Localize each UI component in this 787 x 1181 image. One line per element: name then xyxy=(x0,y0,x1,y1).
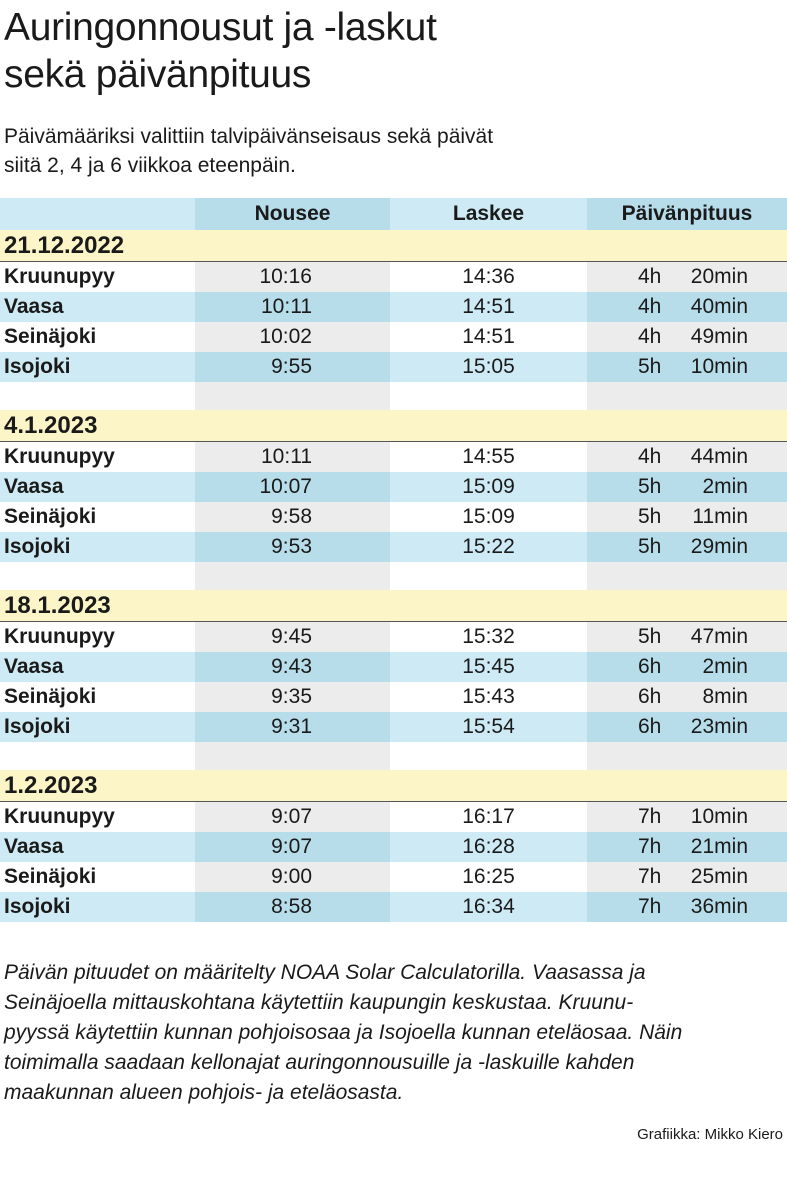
day-length-minutes: 25min xyxy=(690,865,748,888)
sunset-time: 15:43 xyxy=(390,682,587,712)
table-row xyxy=(0,682,787,712)
date-cell-empty xyxy=(195,590,390,622)
sunrise-time: 9:55 xyxy=(195,352,390,382)
place-name: Kruunupyy xyxy=(0,622,195,653)
table-row xyxy=(0,712,787,742)
day-length xyxy=(587,502,787,532)
date-cell-empty xyxy=(390,410,587,442)
date-label: 4.1.2023 xyxy=(0,410,195,442)
day-length-hours: 7h xyxy=(638,865,662,888)
sunrise-time: 9:31 xyxy=(195,712,390,742)
day-length xyxy=(587,802,787,833)
title-line: Auringonnousut ja -laskut xyxy=(4,6,437,49)
table-row xyxy=(0,532,787,562)
day-length-hours: 4h xyxy=(638,325,662,348)
sunrise-time: 10:07 xyxy=(195,472,390,502)
table-row xyxy=(0,472,787,502)
day-length-hours: 4h xyxy=(638,265,662,288)
day-length-hours: 4h xyxy=(638,295,662,318)
table-row xyxy=(0,892,787,922)
sunrise-time: 10:11 xyxy=(195,292,390,322)
date-label: 21.12.2022 xyxy=(0,230,195,262)
sunset-time: 16:25 xyxy=(390,862,587,892)
sunset-time: 14:51 xyxy=(390,322,587,352)
day-length xyxy=(587,262,787,293)
spacer-cell xyxy=(390,382,587,410)
sunset-time: 14:51 xyxy=(390,292,587,322)
table-body xyxy=(0,230,787,922)
place-name: Kruunupyy xyxy=(0,262,195,293)
day-length-minutes: 20min xyxy=(690,265,748,288)
footnote-line: toimimalla saadaan kellonajat auringonnousuille ja -laskuille kahden xyxy=(4,1051,635,1074)
date-row xyxy=(0,590,787,622)
place-name: Isojoki xyxy=(0,712,195,742)
sunset-time: 15:09 xyxy=(390,472,587,502)
table-row xyxy=(0,622,787,653)
sunset-time: 16:34 xyxy=(390,892,587,922)
place-name: Vaasa xyxy=(0,652,195,682)
table-row xyxy=(0,862,787,892)
title-text xyxy=(4,6,437,96)
subtitle xyxy=(4,122,493,180)
table-row xyxy=(0,292,787,322)
sunrise-time: 9:07 xyxy=(195,832,390,862)
date-cell-empty xyxy=(195,410,390,442)
table-row xyxy=(0,832,787,862)
place-name: Isojoki xyxy=(0,892,195,922)
header-rise: Nousee xyxy=(195,198,390,230)
table-header-row xyxy=(0,198,787,230)
header-set: Laskee xyxy=(390,198,587,230)
date-label: 18.1.2023 xyxy=(0,590,195,622)
day-length xyxy=(587,322,787,352)
spacer-cell xyxy=(0,562,195,590)
day-length-hours: 6h xyxy=(638,685,662,708)
header-place xyxy=(0,198,195,230)
day-length-hours: 5h xyxy=(638,475,662,498)
sunrise-time: 9:07 xyxy=(195,802,390,833)
graphic-credit: Grafiikka: Mikko Kiero xyxy=(637,1126,783,1143)
footnote-line: pyyssä käytettiin kunnan pohjoisosaa ja Isojoella kunnan eteläosaa. Näin xyxy=(4,1021,683,1044)
place-name: Kruunupyy xyxy=(0,802,195,833)
table-row xyxy=(0,502,787,532)
spacer-cell xyxy=(195,382,390,410)
table-row xyxy=(0,322,787,352)
date-cell-empty xyxy=(587,590,787,622)
place-name: Vaasa xyxy=(0,472,195,502)
day-length xyxy=(587,652,787,682)
day-length xyxy=(587,442,787,473)
day-length-minutes: 23min xyxy=(690,715,748,738)
day-length-hours: 4h xyxy=(638,445,662,468)
date-row xyxy=(0,770,787,802)
table-row xyxy=(0,262,787,293)
table-row xyxy=(0,802,787,833)
day-length xyxy=(587,622,787,653)
day-length xyxy=(587,862,787,892)
sunrise-time: 9:00 xyxy=(195,862,390,892)
place-name: Seinäjoki xyxy=(0,502,195,532)
sunset-time: 15:22 xyxy=(390,532,587,562)
day-length xyxy=(587,712,787,742)
day-length-hours: 7h xyxy=(638,895,662,918)
date-row xyxy=(0,410,787,442)
group-spacer xyxy=(0,742,787,770)
date-cell-empty xyxy=(390,230,587,262)
date-cell-empty xyxy=(195,230,390,262)
footnote-line: maakunnan alueen pohjois- ja eteläosasta. xyxy=(4,1081,404,1104)
table-row xyxy=(0,442,787,473)
day-length-hours: 7h xyxy=(638,835,662,858)
sunrise-time: 10:02 xyxy=(195,322,390,352)
date-label: 1.2.2023 xyxy=(0,770,195,802)
day-length-minutes: 40min xyxy=(690,295,748,318)
subtitle-line: siitä 2, 4 ja 6 viikkoa eteenpäin. xyxy=(4,154,296,177)
sunrise-time: 10:16 xyxy=(195,262,390,293)
title-line: sekä päivänpituus xyxy=(4,53,312,96)
day-length-hours: 6h xyxy=(638,655,662,678)
sunrise-time: 9:43 xyxy=(195,652,390,682)
place-name: Isojoki xyxy=(0,352,195,382)
day-length-hours: 5h xyxy=(638,625,662,648)
day-length-minutes: 29min xyxy=(690,535,748,558)
spacer-cell xyxy=(0,742,195,770)
group-spacer xyxy=(0,562,787,590)
sunset-time: 15:54 xyxy=(390,712,587,742)
group-spacer xyxy=(0,382,787,410)
sunrise-time: 9:58 xyxy=(195,502,390,532)
table-row xyxy=(0,652,787,682)
day-length-hours: 7h xyxy=(638,805,662,828)
place-name: Seinäjoki xyxy=(0,682,195,712)
subtitle-line: Päivämääriksi valittiin talvipäivänseisaus sekä päivät xyxy=(4,125,494,148)
footnote-line: Seinäjoella mittauskohtana käytettiin kaupungin keskustaa. Kruunu- xyxy=(4,991,634,1014)
spacer-cell xyxy=(587,562,787,590)
day-length-minutes: 10min xyxy=(690,355,748,378)
spacer-cell xyxy=(195,562,390,590)
sun-times-table xyxy=(0,198,787,922)
place-name: Seinäjoki xyxy=(0,862,195,892)
date-cell-empty xyxy=(195,770,390,802)
spacer-cell xyxy=(390,562,587,590)
sunrise-time: 8:58 xyxy=(195,892,390,922)
sunrise-time: 10:11 xyxy=(195,442,390,473)
sunset-time: 16:17 xyxy=(390,802,587,833)
day-length-minutes: 47min xyxy=(690,625,748,648)
table-row xyxy=(0,352,787,382)
date-cell-empty xyxy=(587,230,787,262)
sunset-time: 14:36 xyxy=(390,262,587,293)
place-name: Vaasa xyxy=(0,832,195,862)
spacer-cell xyxy=(587,382,787,410)
sunset-time: 16:28 xyxy=(390,832,587,862)
sunrise-time: 9:45 xyxy=(195,622,390,653)
day-length-minutes: 44min xyxy=(690,445,748,468)
sunset-time: 14:55 xyxy=(390,442,587,473)
spacer-cell xyxy=(195,742,390,770)
sunrise-time: 9:35 xyxy=(195,682,390,712)
place-name: Kruunupyy xyxy=(0,442,195,473)
day-length xyxy=(587,532,787,562)
day-length-minutes: 36min xyxy=(690,895,748,918)
sunset-time: 15:05 xyxy=(390,352,587,382)
day-length-hours: 5h xyxy=(638,505,662,528)
day-length-hours: 6h xyxy=(638,715,662,738)
day-length xyxy=(587,892,787,922)
day-length-minutes: 21min xyxy=(690,835,748,858)
day-length xyxy=(587,832,787,862)
day-length xyxy=(587,352,787,382)
date-cell-empty xyxy=(587,410,787,442)
day-length-minutes: 49min xyxy=(690,325,748,348)
spacer-cell xyxy=(390,742,587,770)
day-length-hours: 5h xyxy=(638,535,662,558)
place-name: Seinäjoki xyxy=(0,322,195,352)
day-length-minutes: 10min xyxy=(690,805,748,828)
sunset-time: 15:09 xyxy=(390,502,587,532)
header-length: Päivänpituus xyxy=(587,198,787,230)
day-length-minutes: 11min xyxy=(692,505,748,528)
place-name: Vaasa xyxy=(0,292,195,322)
date-cell-empty xyxy=(390,590,587,622)
day-length xyxy=(587,292,787,322)
place-name: Isojoki xyxy=(0,532,195,562)
footnote xyxy=(4,958,779,1108)
spacer-cell xyxy=(587,742,787,770)
sunset-time: 15:32 xyxy=(390,622,587,653)
sunrise-time: 9:53 xyxy=(195,532,390,562)
spacer-cell xyxy=(0,382,195,410)
sunset-time: 15:45 xyxy=(390,652,587,682)
day-length-minutes: 8min xyxy=(702,685,748,708)
page-title xyxy=(4,4,437,98)
day-length-minutes: 2min xyxy=(702,655,748,678)
footnote-line: Päivän pituudet on määritelty NOAA Solar Calculatorilla. Vaasassa ja xyxy=(4,961,646,984)
day-length xyxy=(587,682,787,712)
date-row xyxy=(0,230,787,262)
date-cell-empty xyxy=(587,770,787,802)
date-cell-empty xyxy=(390,770,587,802)
day-length xyxy=(587,472,787,502)
day-length-hours: 5h xyxy=(638,355,662,378)
day-length-minutes: 2min xyxy=(702,475,748,498)
